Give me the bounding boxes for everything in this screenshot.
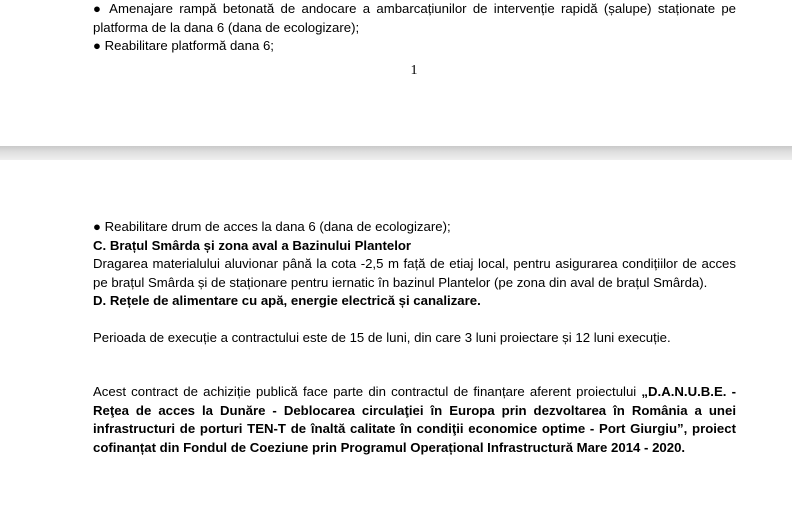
document-page-2: [0, 160, 792, 530]
page-1-text: [93, 0, 736, 56]
page-number: 1: [410, 63, 418, 78]
section-heading-d: D. Rețele de alimentare cu apă, energie electrică și canalizare.: [93, 293, 481, 308]
document-page-1: [0, 0, 792, 146]
section-c-paragraph: Dragarea materialului aluvionar până la cota -2,5 m față de etiaj local, pentru asigurarea condițiilor de acces pe brațul Smârda și de staționare pentru iernatic în bazinul Plantelor (pe zona din aval de brațul Smârda).: [93, 256, 736, 290]
project-title-text: „D.A.N.U.B.E. - Reţea de acces la Dunăre - Deblocarea circulaţiei în Europa prin dezvoltarea în România a unei infrastructuri de porturi TEN-T de înaltă calitate în condiţii economice optime - Port Giurgiu”, proiect cofinanțat din Fondul de Coeziune prin Programul Operațional Infrastructură Mare 2014 - 2020.: [93, 384, 736, 455]
execution-period-paragraph: Perioada de execuție a contractului este de 15 de luni, din care 3 luni proiectare și 12 luni execuție.: [93, 329, 671, 345]
bullet-item-access-road: ● Reabilitare drum de acces la dana 6 (dana de ecologizare);: [93, 219, 451, 234]
funding-paragraph: [93, 383, 736, 457]
funding-intro-text: Acest contract de achiziție publică face parte din contractul de finanțare aferent proiectului: [93, 384, 642, 399]
page-separator: [0, 146, 792, 160]
page-2-text: [93, 218, 736, 457]
section-heading-c: C. Brațul Smârda și zona aval a Bazinului Plantelor: [93, 237, 412, 253]
bullet-item-platform: ● Reabilitare platformă dana 6;: [93, 38, 274, 53]
bullet-item-ramp: ● Amenajare rampă betonată de andocare a ambarcațiunilor de intervenție rapidă (șalupe) staționate pe platforma de la dana 6 (dana de ecologizare);: [93, 1, 736, 35]
